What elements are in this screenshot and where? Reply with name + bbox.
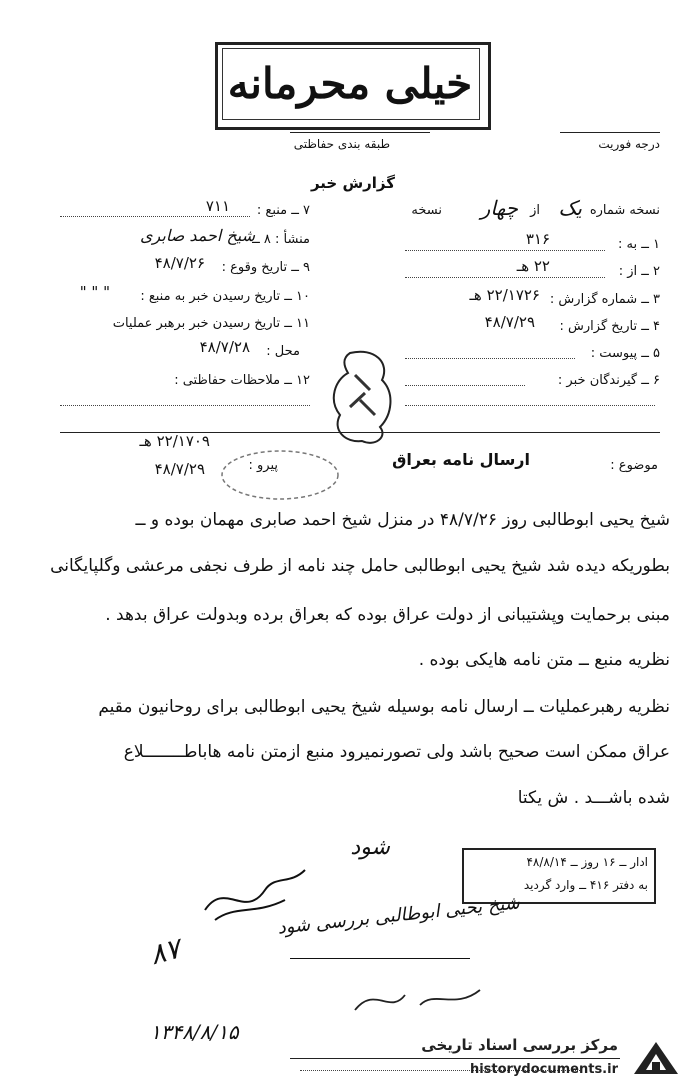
source-line [60,216,250,217]
handwritten-underline [290,958,470,959]
received-source-value: " " " [79,283,110,301]
handwritten-note-4: شود [350,835,390,860]
handwritten-note-2: ۸۷ [146,931,184,972]
archive-logo-icon [626,1034,686,1084]
faded-stamp-icon [215,445,345,505]
source-value: ۷۱۱ [205,197,230,215]
event-date-value: ۴۸/۷/۲۶ [154,254,205,272]
classification-stamp: خیلی محرمانه [227,58,473,108]
security-line [290,132,430,133]
body-line-6: عراق ممکن است صحیح باشد ولی تصورنمیرود منبع ازمتن نامه هاباطــــــــلاع [123,742,670,762]
report-date-value: ۴۸/۷/۲۹ [484,313,535,331]
archive-name: مرکز بررسی اسناد تاریخی [421,1036,618,1054]
source-label: ۷ ــ منبع : [256,203,310,218]
to-label: ۱ ــ به : [618,237,660,252]
priority-line [560,132,660,133]
reference-date: ۴۸/۷/۲۹ [154,460,205,478]
from-label: ۲ ــ از : [618,264,660,279]
body-line-1: شیخ یحیی ابوطالبی روز ۴۸/۷/۲۶ در منزل شیخ احمد صابری مهمان بوده و ــ [135,510,670,530]
handwritten-note-1: شیخ یحیی ابوطالبی بررسی شود [276,892,521,939]
copy-total: چهار [480,196,518,220]
subject-text: ارسال نامه بعراق [392,450,530,469]
received-source-label: ۱۰ ــ تاریخ رسیدن خبر به منبع : [140,289,310,304]
report-date-label: ۴ ــ تاریخ گزارش : [559,319,660,334]
report-number-label: ۳ ــ شماره گزارش : [549,292,660,307]
reference-label: پیرو : [248,458,278,473]
origin-label: منشأ : ۸ ــ [252,232,310,247]
copy-suffix: نسخه [411,203,442,218]
handwritten-scribble-icon [345,975,495,1025]
from-line [405,277,605,278]
body-line-4: نظریه منبع ــ متن نامه هایکی بوده . [418,650,670,670]
body-line-2: بطوریکه دیده شد شیخ یحیی ابوطالبی حامل چند نامه از طرف نجفی مرعشی وگلپایگانی [50,556,670,576]
priority-label: درجه فوریت [598,137,660,151]
recipients-label: ۶ ــ گیرندگان خبر : [557,373,660,388]
body-line-5: نظریه رهبرعملیات ــ ارسال نامه بوسیله شیخ یحیی ابوطالبی برای روحانیون مقیم [98,697,670,717]
body-line-3: مبنی برحمایت وپشتیبانی از دولت عراق بوده که بعراق برده وبدولت عراق بدهد . [105,605,670,625]
handwritten-note-3: ۱۳۴۸/۸/۱۵ [150,1020,239,1044]
place-label: محل : [266,344,300,359]
archive-website: historydocuments.ir [469,1062,618,1077]
place-value: ۴۸/۷/۲۸ [199,338,250,356]
seal-stamp-icon [320,345,415,450]
attachment-label: ۵ ــ پیوست : [590,346,660,361]
body-line-7: شده باشـــد . ش یکتا [517,788,670,808]
to-value: ۳۱۶ [525,230,550,248]
attachment-line [405,358,575,359]
remarks-label: ۱۲ ــ ملاحظات حفاظتی : [174,373,310,388]
copy-of-label: از [530,203,540,218]
to-line [405,250,605,251]
origin-value: شیخ احمد صابری [140,226,255,245]
bottom-rule [290,1058,620,1059]
receipt-line-1: ادار ــ ۱۶ روز ــ ۴۸/۸/۱۴ [526,855,648,869]
recipients-line [405,385,525,386]
recipients-line-2 [405,405,655,406]
subject-label: موضوع : [610,458,658,473]
report-number-value: ۲۲/۱۷۲۶ هـ [469,286,540,304]
received-ops-label: ۱۱ ــ تاریخ رسیدن خبر برهبر عملیات [112,316,310,331]
from-value: ۲۲ هـ [516,257,550,275]
report-title: گزارش خبر [310,174,395,192]
event-date-label: ۹ ــ تاریخ وقوع : [221,260,310,275]
copy-value: یک [558,196,582,220]
reference-number: ۲۲/۱۷۰۹ هـ [139,432,210,450]
security-label: طبقه بندی حفاظتی [293,137,390,151]
remarks-line [60,405,310,406]
receipt-line-2: به دفتر ۴۱۶ ــ وارد گردید [523,878,648,892]
copy-number-label: نسخه شماره [589,203,660,218]
